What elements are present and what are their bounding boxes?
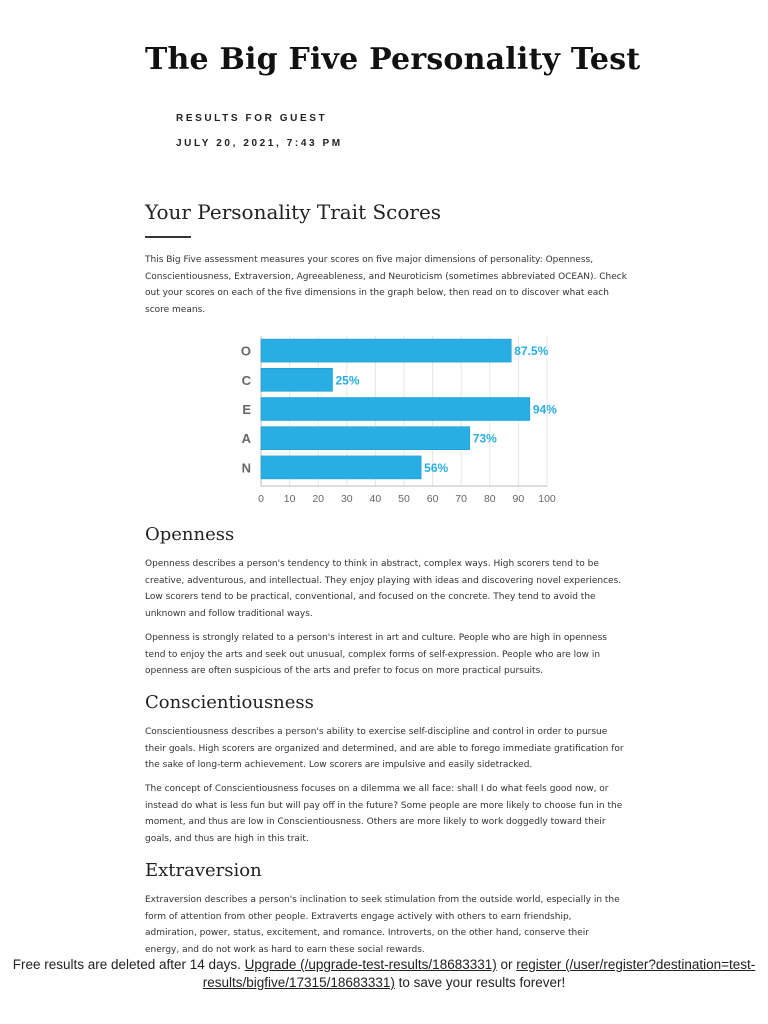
x-tick-label-70: 70 [455,493,468,505]
bar-O [261,339,511,362]
category-label-C: C [241,372,251,388]
value-label-E: 94% [532,402,557,417]
footer-prefix: Free results are deleted after 14 days. [12,957,241,972]
ocean-bar-chart [225,330,565,505]
x-tick-label-100: 100 [538,493,556,505]
page-title: The Big Five Personality Test [145,42,641,77]
x-tick-label-40: 40 [369,493,382,505]
category-label-O: O [240,343,251,359]
register-link[interactable]: register (/user/register?destination=test-results/bigfive/17315/18683331) [202,957,756,990]
title-divider [145,236,191,238]
results-date: JULY 20, 2021, 7:43 PM [176,138,343,149]
x-tick-label-0: 0 [258,493,264,505]
results-for-label: RESULTS FOR GUEST [176,113,328,124]
openness-paragraph-2: Openness is strongly related to a person's interest in art and culture. People who are high in openness tend to enjoy the arts and seek out unusual, complex forms of self-expression. People who are low in openness are often suspicious of the arts and prefer to focus on more practical pursuits. [145,633,607,676]
bar-E [261,398,530,421]
scores-intro-text: This Big Five assessment measures your scores on five major dimensions of personality: Openness, Conscientiousness, Extraversion, Agreeableness, and Neuroticism (sometimes abbreviated OCEAN). Check out your scores on each of the five dimensions in the graph below, then read on to discover what each score means. [145,255,627,315]
x-tick-label-60: 60 [426,493,439,505]
x-tick-label-10: 10 [283,493,296,505]
upgrade-link[interactable]: Upgrade (/upgrade-test-results/18683331) [244,957,497,972]
extraversion-paragraph-1: Extraversion describes a person's inclination to seek stimulation from the outside world, especially in the form of attention from other people. Extraverts engage actively with others to earn friendship, admiration, power, status, excitement, and romance. Introverts, on the other hand, conserve their energy, and do not work as hard to earn these social rewards. [145,895,620,955]
x-tick-label-80: 80 [483,493,496,505]
category-label-N: N [241,460,251,476]
conscientiousness-paragraph-2: The concept of Conscientiousness focuses on a dilemma we all face: shall I do what feels good now, or instead do what is less fun but will pay off in the future? Some people are more likely to choose fun in the moment, and thus are low in Conscientiousness. Others are more likely to work doggedly toward their goals, and thus are high in this trait. [145,784,623,844]
openness-heading: Openness [145,524,235,545]
x-tick-label-50: 50 [398,493,410,505]
value-label-A: 73% [472,431,497,446]
footer-suffix: to save your results forever! [398,975,566,990]
bar-C [261,368,333,391]
openness-paragraph-1: Openness describes a person's tendency to think in abstract, complex ways. High scorers tend to be creative, adventurous, and intellectual. They enjoy playing with ideas and discovering novel experiences. Low scorers tend to be practical, conventional, and focused on the concrete. They tend to avoid the unknown and follow traditional ways. [145,559,622,619]
value-label-C: 25% [335,373,360,388]
bar-A [261,427,470,450]
save-results-banner [0,956,768,992]
footer-or: or [500,957,513,972]
conscientiousness-heading: Conscientiousness [145,692,314,713]
extraversion-heading: Extraversion [145,860,262,881]
x-tick-label-30: 30 [340,493,353,505]
bar-N [261,456,421,479]
x-tick-label-20: 20 [312,493,325,505]
conscientiousness-paragraph-1: Conscientiousness describes a person's ability to exercise self-discipline and control in order to pursue their goals. High scorers are organized and determined, and are able to forego immediate gratification for the sake of long-term achievement. Low scorers are impulsive and easily sidetracked. [145,727,624,770]
x-tick-label-90: 90 [512,493,525,505]
value-label-N: 56% [424,460,449,475]
scores-section-title: Your Personality Trait Scores [145,200,442,224]
value-label-O: 87.5% [514,344,549,359]
category-label-A: A [241,431,251,447]
category-label-E: E [242,402,251,417]
